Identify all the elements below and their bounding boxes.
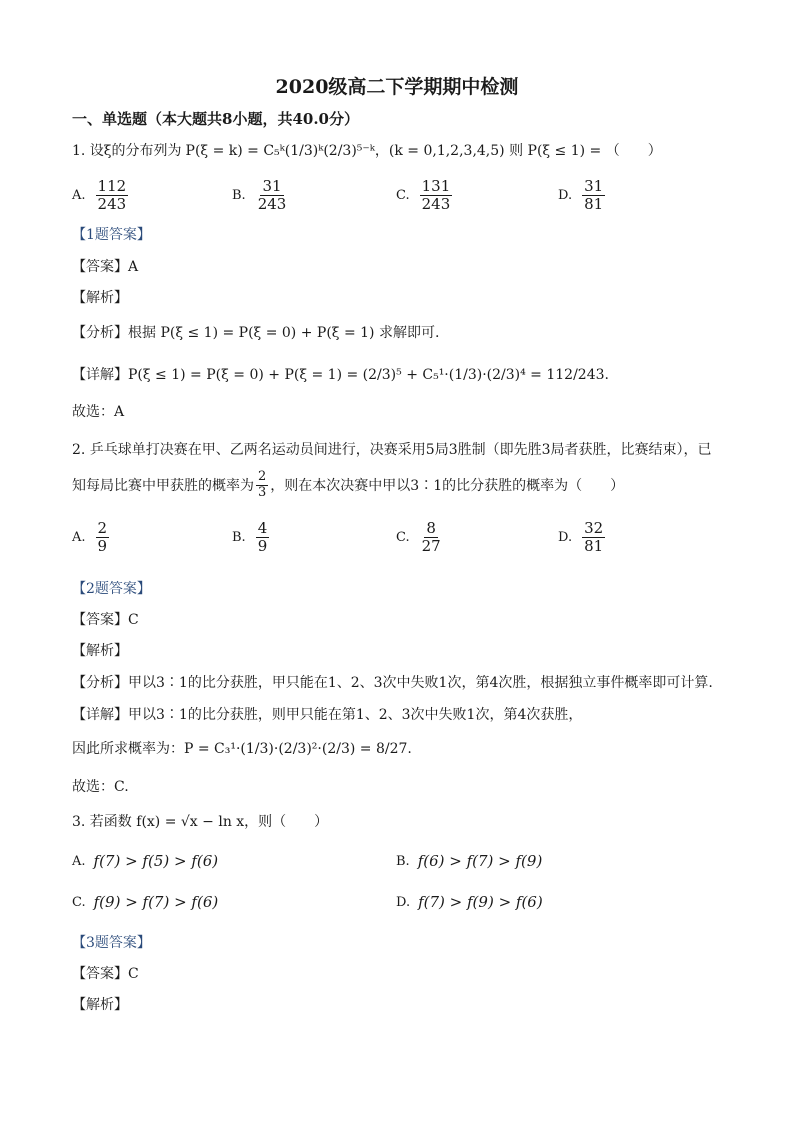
option-text: f(6) > f(7) > f(9) <box>417 852 543 870</box>
option-fraction: $\frac{8}{27}$ <box>421 519 441 556</box>
q1-analysis-header: 【解析】 <box>72 290 128 306</box>
q2-option-c: C. $\frac{8}{27}$ <box>396 519 441 556</box>
q2-prob-fraction: $\frac{2}{3}$ <box>258 469 267 500</box>
q2-prob-line: 因此所求概率为：P = C₃¹·(1/3)·(2/3)²·(2/3) = 8/27. <box>72 741 412 757</box>
q2-answer: 【答案】C <box>72 612 139 628</box>
q2-option-d: D. $\frac{32}{81}$ <box>558 519 604 556</box>
option-letter: D. <box>558 188 573 204</box>
q3-analysis-header: 【解析】 <box>72 997 128 1013</box>
option-fraction: $\frac{4}{9}$ <box>257 519 268 556</box>
q1-answer-header: 【1题答案】 <box>72 227 151 243</box>
q3-option-c: C. f(9) > f(7) > f(6) <box>72 893 219 911</box>
q3-option-d: D. f(7) > f(9) > f(6) <box>396 893 543 911</box>
option-fraction: $\frac{31}{81}$ <box>584 177 604 214</box>
q2-stem-line1: 2. 乒乓球单打决赛在甲、乙两名运动员间进行，决赛采用5局3胜制（即先胜3局者获胜，比赛结束），已 <box>72 442 712 458</box>
q1-fenxi: 【分析】根据 P(ξ ≤ 1) = P(ξ = 0) + P(ξ = 1) 求解即可. <box>72 325 440 341</box>
q1-option-a <box>72 178 130 214</box>
option-text: f(9) > f(7) > f(6) <box>93 893 219 911</box>
q1-option-d <box>558 178 607 214</box>
q2-analysis-header: 【解析】 <box>72 643 128 659</box>
q2-stem-line2: 知每局比赛中甲获胜的概率为 $\frac{2}{3}$ ，则在本次决赛中甲以3∶1的比分获胜的概率为（ ） <box>72 469 625 500</box>
q1-option-c <box>396 178 454 214</box>
q1-stem-formula: P(ξ = k) = C₅ᵏ(1/3)ᵏ(2/3)⁵⁻ᵏ，(k = 0,1,2,3,4,5) 则 P(ξ ≤ 1) = （ ） <box>185 143 662 159</box>
q1-prefix: 1. 设ξ的分布列为 <box>72 143 182 159</box>
q2-xiangjie: 【详解】甲以3∶1的比分获胜，则甲只能在第1、2、3次中失败1次，第4次获胜， <box>72 707 583 723</box>
option-fraction: $\frac{2}{9}$ <box>97 519 108 556</box>
q2-fenxi: 【分析】甲以3∶1的比分获胜，甲只能在1、2、3次中失败1次，第4次胜，根据独立事件概率即可计算. <box>72 675 713 691</box>
q1-answer: 【答案】A <box>72 259 139 275</box>
q2-conclusion: 故选：C. <box>72 779 129 795</box>
option-fraction: $\frac{32}{81}$ <box>584 519 604 556</box>
q2-answer-header: 【2题答案】 <box>72 581 151 597</box>
q3-stem: 3. 若函数 f(x) = √x − ln x，则（ ） <box>72 814 329 830</box>
q3-answer-header: 【3题答案】 <box>72 935 151 951</box>
option-letter: A. <box>72 188 86 204</box>
option-fraction: $\frac{131}{243}$ <box>421 177 451 214</box>
option-letter: B. <box>232 188 246 204</box>
q2-option-b: B. $\frac{4}{9}$ <box>232 519 268 556</box>
page-title: 2020级高二下学期期中检测 <box>275 76 519 98</box>
q3-option-a: A. f(7) > f(5) > f(6) <box>72 852 219 870</box>
option-text: f(7) > f(9) > f(6) <box>418 893 543 911</box>
q2-option-a: A. $\frac{2}{9}$ <box>72 519 108 556</box>
q3-answer: 【答案】C <box>72 966 139 982</box>
q1-conclusion: 故选：A <box>72 404 125 420</box>
option-fraction: $\frac{31}{243}$ <box>257 177 287 214</box>
option-letter: C. <box>396 188 410 204</box>
q1-stem <box>72 140 662 160</box>
q1-option-b <box>232 178 290 214</box>
option-fraction: $\frac{112}{243}$ <box>97 177 127 214</box>
q1-xiangjie: 【详解】P(ξ ≤ 1) = P(ξ = 0) + P(ξ = 1) = (2/3)⁵ + C₅¹·(1/3)·(2/3)⁴ = 112/243. <box>72 367 609 383</box>
q3-option-b: B. f(6) > f(7) > f(9) <box>396 852 543 870</box>
section-heading: 一、单选题（本大题共8小题，共40.0分） <box>72 110 359 128</box>
q1-xiangjie-formula: P(ξ ≤ 1) = P(ξ = 0) + P(ξ = 1) = (2/3)⁵ + C₅¹·(1/3)·(2/3)⁴ = 112/243. <box>128 367 609 383</box>
option-text: f(7) > f(5) > f(6) <box>93 852 219 870</box>
